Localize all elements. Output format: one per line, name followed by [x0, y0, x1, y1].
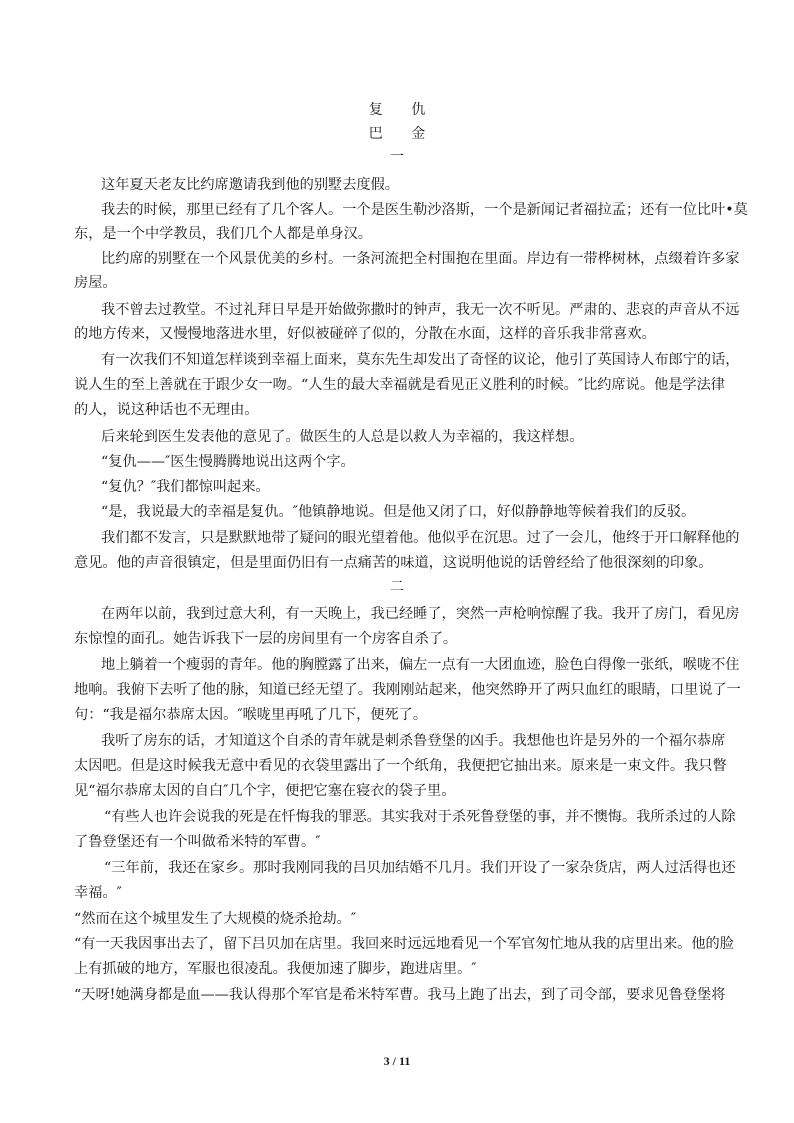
text-line: 后来轮到医生发表他的意见了。做医生的人总是以救人为幸福的，我这样想。 — [101, 429, 584, 445]
story-title: 复 仇 — [368, 102, 438, 118]
text-line: 地响。我俯下去听了他的脉，知道已经无望了。我刚刚站起来，他突然睁开了两只血红的眼睛，口里说了一 — [74, 682, 741, 698]
text-line: “是，我说最大的幸福是复仇。″他镇静地说。但是他又闭了口，好似静静地等候着我们的反驳。 — [101, 504, 696, 520]
text-line: 我不曾去过教堂。不过礼拜日早是开始做弥撒时的钟声，我无一次不听见。严肃的、悲哀的声音从不远 — [101, 302, 740, 318]
page-number: 3 / 11 — [383, 1054, 411, 1068]
text-line: “复仇？″我们都惊叫起来。 — [101, 479, 270, 495]
text-line: 我们都不发言，只是默默地带了疑问的眼光望着他。他似乎在沉思。过了一会儿，他终于开口解释他的 — [101, 530, 740, 546]
text-line: 在两年以前，我到过意大利，有一天晚上，我已经睡了，突然一声枪响惊醒了我。我开了房门，看见房 — [101, 606, 740, 622]
text-line: 的人，说这种话也不无理由。 — [74, 402, 259, 418]
text-line: “三年前，我还在家乡。那时我刚同我的吕贝加结婚不几月。我们开设了一家杂货店，两人过活得也还 — [104, 860, 736, 876]
text-line: 地上躺着一个瘦弱的青年。他的胸膛露了出来，偏左一点有一大团血迹，脸色白得像一张纸，喉咙不住 — [101, 657, 740, 673]
text-line: “有些人也许会说我的死是在忏悔我的罪恶。其实我对于杀死鲁登堡的事，并不懊悔。我所杀过的人除 — [104, 809, 736, 825]
text-line: “复仇——″医生慢腾腾地说出这两个字。 — [101, 454, 355, 470]
text-line: 幸福。″ — [74, 885, 122, 901]
text-line: 这年夏天老友比约席邀请我到他的别墅去度假。 — [101, 177, 399, 193]
text-line: 意见。他的声音很镇定，但是里面仍旧有一点痛苦的味道，这说明他说的话曾经给了他很深刻的印象。 — [74, 555, 713, 571]
section-two-mark: 二 — [390, 579, 404, 595]
text-line: 的地方传来，又慢慢地落进水里，好似被碰碎了似的，分散在水面，这样的音乐我非常喜欢。 — [74, 326, 656, 342]
text-line: 我去的时候，那里已经有了几个客人。一个是医生勒沙洛斯，一个是新闻记者福拉孟；还有一位比叶•莫 — [101, 202, 748, 218]
text-line: “然而在这个城里发生了大规模的烧杀抢劫。″ — [74, 911, 357, 927]
text-line: 说人生的至上善就在于跟少女一吻。“人生的最大幸福就是看见正义胜利的时候。″比约席说。他是学法律 — [74, 377, 725, 393]
text-line: 上有抓破的地方，军服也很凌乱。我便加速了脚步，跑进店里。″ — [74, 961, 477, 977]
text-line: 太因吧。但是这时候我无意中看见的衣袋里露出了一个纸角，我便把它抽出来。原来是一束文件。我只瞥 — [74, 758, 727, 774]
text-line: 我听了房东的话，才知道这个自杀的青年就是刺杀鲁登堡的凶手。我想他也许是另外的一个福尔恭席 — [101, 733, 726, 749]
text-line: 东惊惶的面孔。她告诉我下一层的房间里有一个房客自杀了。 — [74, 631, 458, 647]
text-line: 有一次我们不知道怎样谈到幸福上面来，莫东先生却发出了奇怪的议论，他引了英国诗人布郎宁的话， — [101, 352, 740, 368]
text-line: 东，是一个中学教员，我们几个人都是单身汉。 — [74, 226, 372, 242]
text-line: 比约席的别墅在一个风景优美的乡村。一条河流把全村围抱在里面。岸边有一带桦树林，点缀着许多家 — [101, 251, 740, 267]
text-line: 了鲁登堡还有一个叫做希米特的军曹。″ — [74, 834, 321, 850]
text-line: 房屋。 — [74, 275, 117, 291]
text-line: 句：“我是福尔恭席太因。″喉咙里再吼了几下，便死了。 — [74, 707, 428, 723]
text-line: “天呀!她满身都是血——我认得那个军官是希米特军曹。我马上跑了出去，到了司令部，要求见鲁登堡将 — [74, 987, 726, 1003]
text-line: “有一天我因事出去了，留下吕贝加在店里。我回来时远远地看见一个军官匆忙地从我的店里出来。他的脸 — [74, 936, 734, 952]
section-one-mark: 一 — [390, 149, 404, 165]
story-author: 巴 金 — [368, 126, 438, 142]
text-line: 见“福尔恭席太因的自白″几个字，便把它塞在寝衣的袋子里。 — [74, 783, 456, 799]
